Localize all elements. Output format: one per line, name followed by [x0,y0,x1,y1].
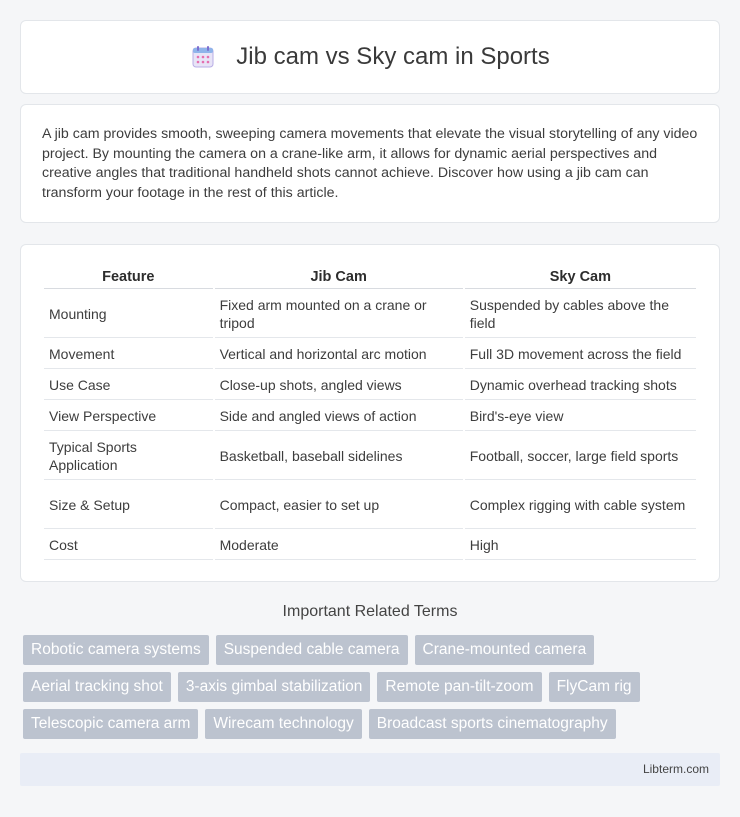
related-terms-title: Important Related Terms [282,603,458,620]
table-row [44,339,696,369]
feature-cell: Size & Setup [44,481,213,529]
related-terms [23,635,723,746]
tag-row [23,672,723,702]
footer [20,753,720,786]
tag-row [23,635,723,665]
jib-cam-cell: Moderate [215,530,463,560]
jib-cam-cell: Close-up shots, angled views [215,370,463,400]
comparison-card [20,244,720,582]
term-tag[interactable]: Crane-mounted camera [415,635,595,665]
header-feature: Feature [44,266,213,289]
jib-cam-cell: Compact, easier to set up [215,481,463,529]
term-tag[interactable]: Robotic camera systems [23,635,209,665]
feature-cell: Cost [44,530,213,560]
table-header-row [44,266,696,289]
jib-cam-cell: Side and angled views of action [215,401,463,431]
sky-cam-cell: Football, soccer, large field sports [465,432,696,480]
table-row [44,290,696,338]
intro-card [20,104,720,223]
calendar-icon [190,44,216,70]
term-tag[interactable]: Suspended cable camera [216,635,408,665]
term-tag[interactable]: Remote pan-tilt-zoom [377,672,541,702]
feature-cell: View Perspective [44,401,213,431]
table-row [44,530,696,560]
term-tag[interactable]: Wirecam technology [205,709,361,739]
header-jib-cam: Jib Cam [215,266,463,289]
tag-row [23,709,723,739]
sky-cam-cell: Bird's-eye view [465,401,696,431]
jib-cam-cell: Vertical and horizontal arc motion [215,339,463,369]
footer-brand-link[interactable]: Libterm.com [642,762,709,776]
sky-cam-cell: Suspended by cables above the field [465,290,696,338]
feature-cell: Movement [44,339,213,369]
sky-cam-cell: Full 3D movement across the field [465,339,696,369]
feature-cell: Mounting [44,290,213,338]
table-row [44,401,696,431]
feature-cell: Typical Sports Application [44,432,213,480]
sky-cam-cell: Complex rigging with cable system [465,481,696,529]
jib-cam-cell: Fixed arm mounted on a crane or tripod [215,290,463,338]
sky-cam-cell: High [465,530,696,560]
term-tag[interactable]: Telescopic camera arm [23,709,198,739]
header [190,43,549,71]
intro-text: A jib cam provides smooth, sweeping camera movements that elevate the visual storytelling of any video project. By mounting the camera on a crane-like arm, it allows for dynamic aerial perspectives and creative angles that traditional handheld shots cannot achieve. Discover how using a jib cam can transform your footage in the rest of this article. [42,126,698,201]
term-tag[interactable]: 3-axis gimbal stabilization [178,672,371,702]
table-row [44,432,696,480]
table-row [44,370,696,400]
sky-cam-cell: Dynamic overhead tracking shots [465,370,696,400]
term-tag[interactable]: Broadcast sports cinematography [369,709,616,739]
term-tag[interactable]: FlyCam rig [549,672,640,702]
feature-cell: Use Case [44,370,213,400]
header-sky-cam: Sky Cam [465,266,696,289]
page-title: Jib cam vs Sky cam in Sports [236,43,550,70]
comparison-table [42,265,698,561]
term-tag[interactable]: Aerial tracking shot [23,672,171,702]
table-row [44,481,696,529]
jib-cam-cell: Basketball, baseball sidelines [215,432,463,480]
header-card [20,20,720,94]
